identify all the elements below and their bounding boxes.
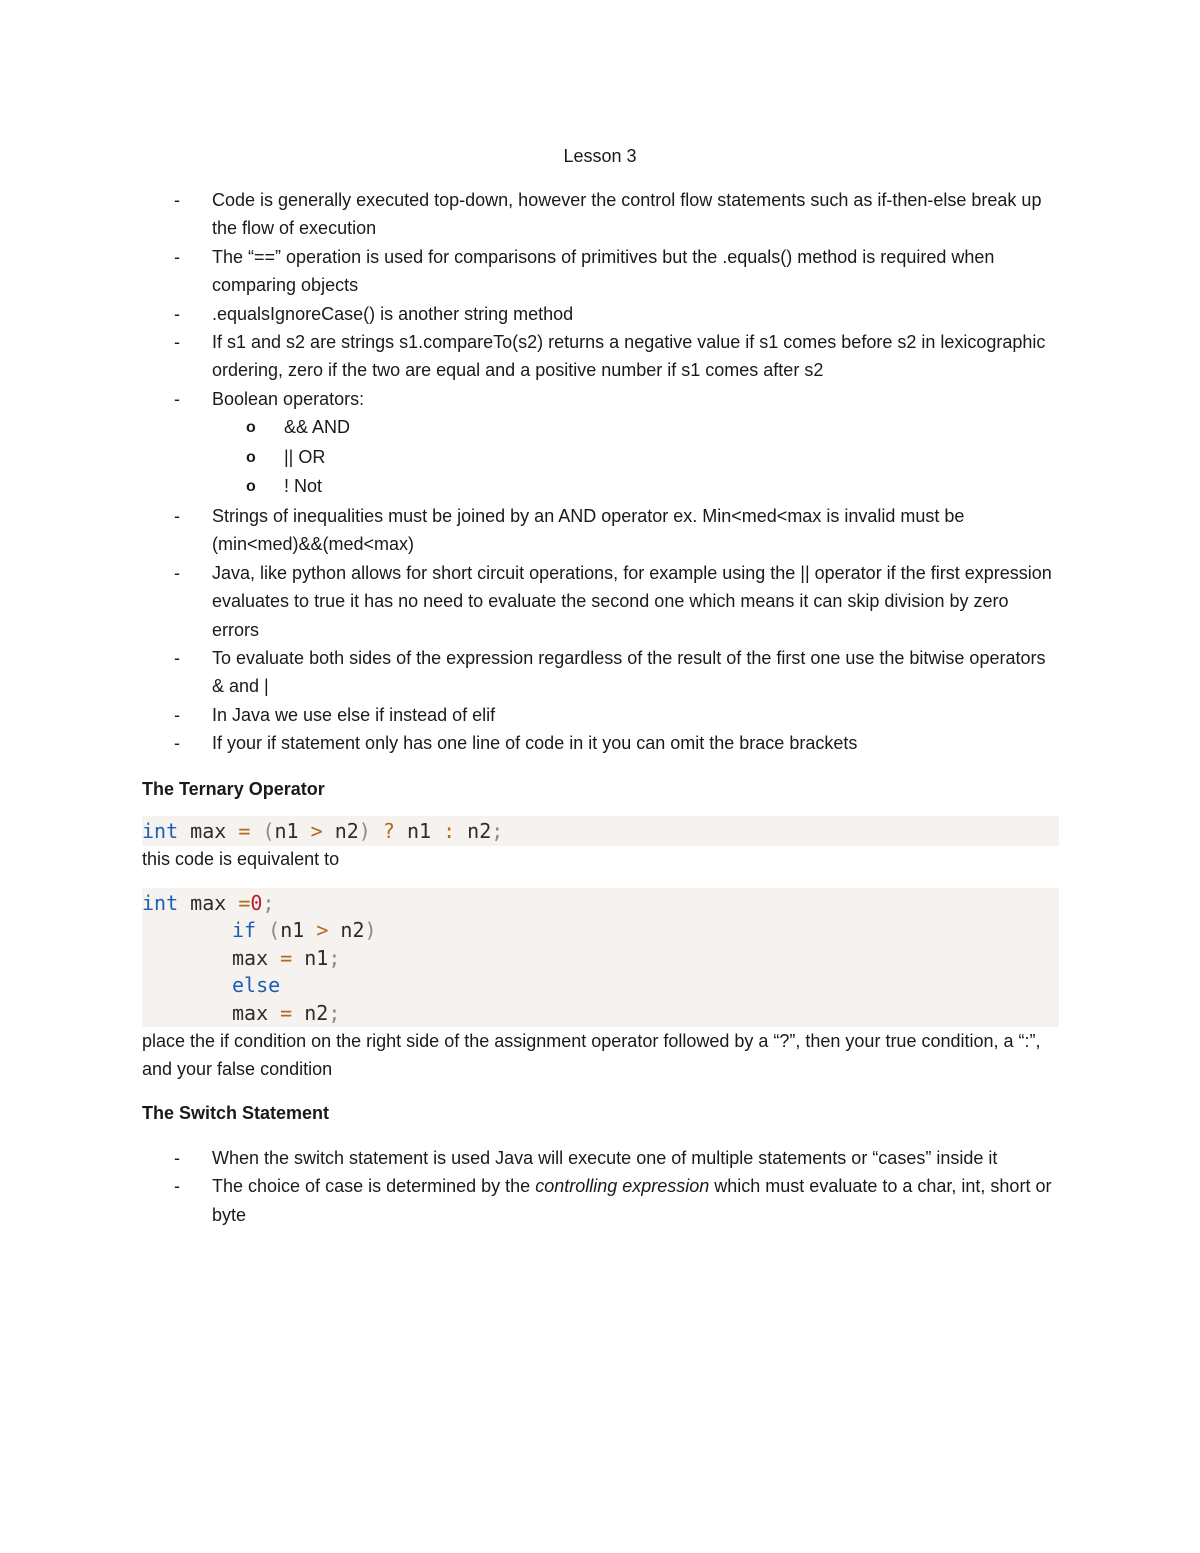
- list-item: [170, 729, 1060, 757]
- equivalent-text: this code is equivalent to: [142, 849, 340, 869]
- code-keyword: int: [142, 891, 179, 915]
- circle-bullet-icon: o: [246, 448, 256, 466]
- code-number: 0: [250, 891, 263, 915]
- code-operator: =: [280, 1000, 293, 1025]
- if-else-code-block: [142, 888, 1059, 1027]
- list-item: [170, 1144, 1060, 1172]
- code-punctuation: (: [262, 819, 275, 843]
- list-item: [170, 559, 1060, 644]
- circle-bullet-icon: o: [246, 419, 256, 437]
- code-operator: :: [443, 819, 456, 843]
- dash-marker: -: [174, 648, 180, 669]
- details-bullet-list: [170, 502, 1060, 758]
- dash-marker: -: [174, 562, 180, 583]
- list-item: [170, 328, 1060, 385]
- code-punctuation: ;: [328, 1000, 341, 1025]
- code-token: max: [232, 945, 281, 970]
- code-token: n1: [292, 945, 329, 970]
- code-token: max: [178, 819, 239, 843]
- ternary-heading: The Ternary Operator: [142, 779, 325, 799]
- code-token: n1: [406, 819, 444, 843]
- sub-list-item: [212, 413, 1060, 443]
- dash-marker: -: [174, 246, 180, 267]
- list-item-text: Strings of inequalities must be joined by an AND operator ex. Min<med<max is invalid must be (min<med)&&(med<max): [212, 506, 965, 555]
- code-token: n1: [274, 819, 311, 843]
- code-punctuation: ): [358, 819, 371, 843]
- page-title: Lesson 3: [563, 146, 637, 166]
- sub-list-item: [212, 472, 1060, 502]
- dash-marker: -: [174, 388, 180, 409]
- list-item-text-end: which must evaluate to a char, int, short or byte: [212, 1176, 1052, 1225]
- dash-marker: -: [174, 704, 180, 725]
- sub-list-item-text: && AND: [284, 417, 351, 438]
- code-operator: >: [316, 918, 329, 943]
- code-operator: =: [280, 945, 293, 970]
- code-token: n2: [292, 1000, 329, 1025]
- code-token: [250, 819, 262, 843]
- list-item-text-start: The choice of case is determined by the: [212, 1176, 536, 1197]
- dash-marker: -: [174, 733, 180, 754]
- sub-list-item: [212, 443, 1060, 473]
- code-punctuation: ;: [328, 945, 341, 970]
- list-item: [170, 243, 1060, 300]
- list-item: [170, 300, 1060, 328]
- code-token: n2: [328, 918, 365, 943]
- list-item-text: Java, like python allows for short circuit operations, for example using the || operator if the first expression evaluates to true it has no need to evaluate the second one which means it can skip division by zero errors: [212, 562, 1052, 640]
- dash-marker: -: [174, 303, 180, 324]
- code-token: max: [232, 1000, 281, 1025]
- list-item-text: Boolean operators:: [212, 388, 365, 409]
- list-item-text: In Java we use else if instead of elif: [212, 704, 496, 725]
- list-item-text: When the switch statement is used Java will execute one of multiple statements or “cases” inside it: [212, 1148, 998, 1168]
- intro-bullet-list: [170, 186, 1060, 502]
- dash-marker: -: [174, 190, 180, 210]
- list-item-text: If your if statement only has one line of code in it you can omit the brace brackets: [212, 733, 858, 754]
- code-keyword: if: [232, 918, 257, 943]
- code-token: n2: [322, 819, 359, 843]
- code-token: max: [178, 891, 239, 915]
- switch-heading: The Switch Statement: [142, 1103, 330, 1123]
- code-operator: =: [238, 891, 251, 915]
- list-item: [170, 385, 1060, 502]
- code-punctuation: ;: [491, 819, 504, 843]
- code-operator: =: [238, 819, 251, 843]
- sub-list-item-text: ! Not: [284, 476, 323, 497]
- list-item-text: .equalsIgnoreCase() is another string method: [212, 303, 574, 324]
- list-item: [170, 644, 1060, 701]
- code-token: [256, 918, 268, 942]
- list-item: [170, 701, 1060, 729]
- ternary-code-line: [142, 816, 1059, 846]
- dash-marker: -: [174, 506, 180, 526]
- list-item-text: The “==” operation is used for comparisons of primitives but the .equals() method is required when comparing objects: [212, 246, 995, 296]
- code-punctuation: ;: [262, 891, 275, 915]
- list-item: [170, 502, 1060, 559]
- list-item-text: Code is generally executed top-down, however the control flow statements such as if-then-else break up the flow of execution: [212, 190, 1042, 239]
- code-punctuation: (: [268, 918, 281, 943]
- boolean-operator-list: [212, 413, 1060, 502]
- dash-marker: -: [174, 332, 180, 353]
- sub-list-item-text: || OR: [284, 446, 326, 467]
- list-item-text: If s1 and s2 are strings s1.compareTo(s2) returns a negative value if s1 comes before s2 in lexicographic ordering, zero if the two are equal and a positive number if s1 comes after s2: [212, 332, 1046, 381]
- switch-bullet-list: [170, 1144, 1060, 1229]
- code-punctuation: ): [364, 918, 377, 943]
- emphasized-term: controlling expression: [535, 1176, 710, 1197]
- list-item: [170, 186, 1060, 243]
- code-operator: >: [310, 819, 323, 843]
- code-keyword: else: [232, 973, 281, 998]
- ternary-explanation: place the if condition on the right side of the assignment operator followed by a “?”, then your true condition, a “:”, and your false condition: [142, 1031, 1041, 1080]
- code-token: n2: [455, 819, 492, 843]
- circle-bullet-icon: o: [246, 478, 256, 496]
- dash-marker: -: [174, 1148, 180, 1168]
- dash-marker: -: [174, 1176, 180, 1197]
- code-keyword: int: [142, 819, 179, 843]
- list-item: [170, 1172, 1060, 1229]
- code-operator: ?: [370, 819, 407, 843]
- code-token: n1: [280, 918, 317, 943]
- list-item-text: To evaluate both sides of the expression regardless of the result of the first one use the bitwise operators & and |: [212, 648, 1046, 697]
